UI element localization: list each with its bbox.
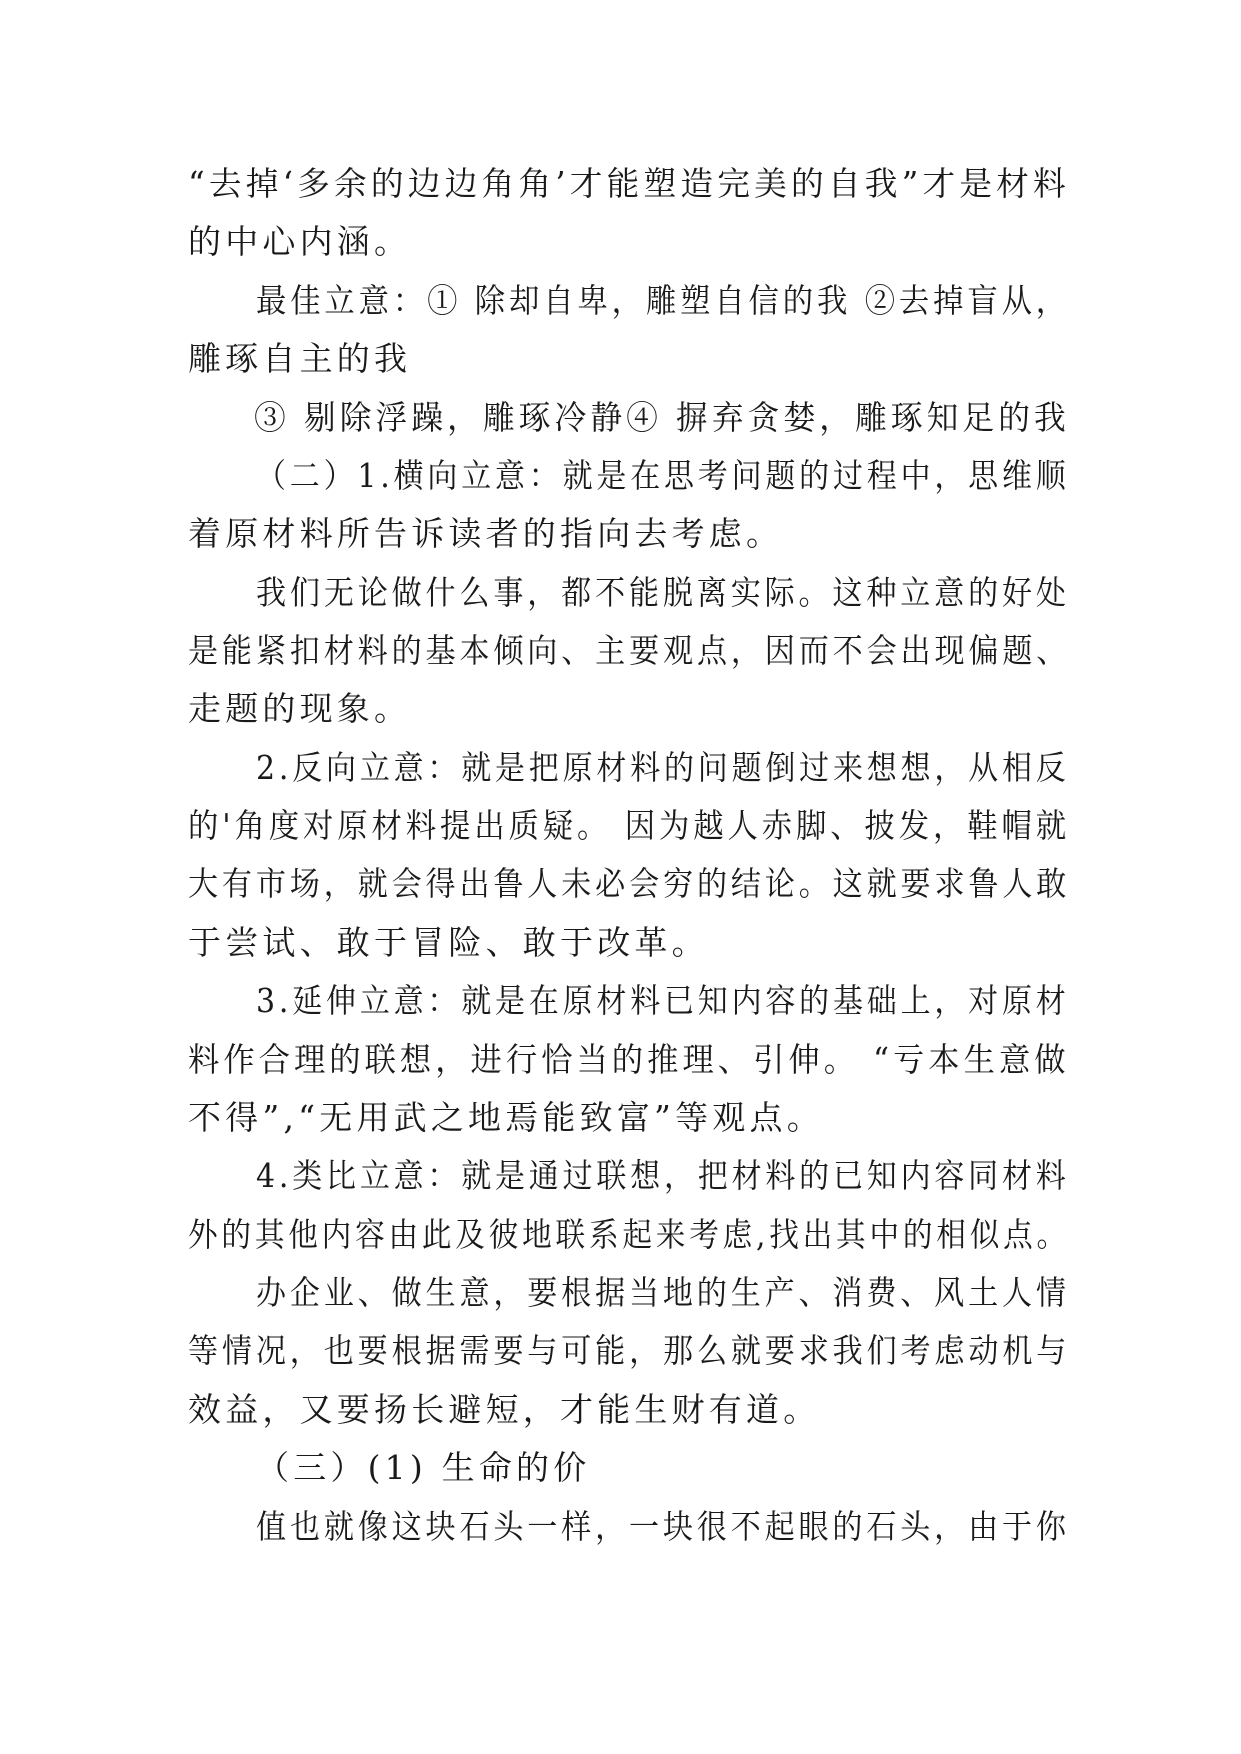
text-line: 走题的现象。 xyxy=(188,689,412,728)
text-line: 料作合理的联想，进行恰当的推理、引伸。 “亏本生意做 xyxy=(188,1040,1070,1079)
text-line: 的'角度对原材料提出质疑。 因为越人赤脚、披发，鞋帽就 xyxy=(188,806,1071,845)
text-line: 雕琢自主的我 xyxy=(188,339,412,378)
text-line: 最佳立意：① 除却自卑，雕塑自信的我 ②去掉盲从， xyxy=(256,281,1071,320)
text-line: 值也就像这块石头一样，一块很不起眼的石头，由于你 xyxy=(256,1507,1070,1546)
text-line: 等情况，也要根据需要与可能，那么就要求我们考虑动机与 xyxy=(188,1331,1071,1370)
text-line: 外的其他内容由此及彼地联系起来考虑,找出其中的相似点。 xyxy=(188,1215,1070,1254)
text-line: 4.类比立意：就是通过联想，把材料的已知内容同材料 xyxy=(256,1156,1070,1195)
text-line: ③ 剔除浮躁，雕琢冷静④ 摒弃贪婪，雕琢知足的我 xyxy=(254,398,1070,437)
text-line: 2.反向立意：就是把原材料的问题倒过来想想，从相反 xyxy=(256,748,1070,787)
text-line: （三）(1) 生命的价 xyxy=(256,1448,591,1487)
text-line: 不得”,“无用武之地焉能致富”等观点。 xyxy=(188,1098,824,1137)
text-line: 我们无论做什么事，都不能脱离实际。这种立意的好处 xyxy=(256,573,1070,612)
text-line: 效益，又要扬长避短，才能生财有道。 xyxy=(188,1390,821,1429)
text-line: 着原材料所告诉读者的指向去考虑。 xyxy=(188,514,784,553)
text-line: 办企业、做生意，要根据当地的生产、消费、风土人情 xyxy=(256,1273,1070,1312)
text-line: 大有市场，就会得出鲁人未必会穷的结论。这就要求鲁人敢 xyxy=(188,864,1071,903)
text-line: 于尝试、敢于冒险、敢于改革。 xyxy=(188,923,709,962)
text-line: 的中心内涵。 xyxy=(188,222,412,261)
text-line: 3.延伸立意：就是在原材料已知内容的基础上，对原材 xyxy=(256,981,1070,1020)
text-line: 是能紧扣材料的基本倾向、主要观点，因而不会出现偏题、 xyxy=(188,631,1071,670)
text-line: “去掉‘多余的边边角角’才能塑造完美的自我”才是材料 xyxy=(188,164,1070,203)
text-line: （二）1.横向立意：就是在思考问题的过程中，思维顺 xyxy=(256,456,1070,495)
